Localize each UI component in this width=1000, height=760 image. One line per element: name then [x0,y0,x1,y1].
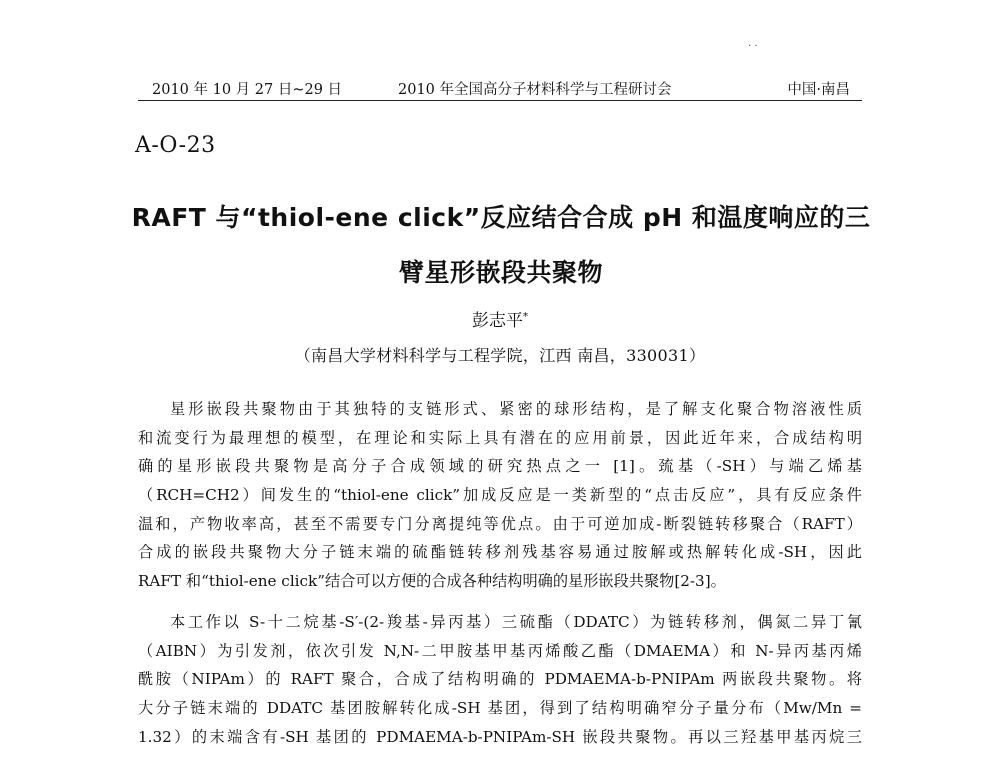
affiliation: （南昌大学材料科学与工程学院，江西 南昌，330031） [294,346,706,365]
paragraph-2 [138,608,862,751]
author-name: 彭志平 [472,311,523,331]
title-line-2: 臂星形嵌段共聚物 [398,258,603,287]
paragraph-line: 和流变行为最理想的模型，在理论和实际上具有潜在的应用前景，因此近年来，合成结构明 [138,428,862,447]
header-date: 2010 年 10 月 27 日~29 日 [152,82,343,98]
paper-title [130,190,872,300]
paragraph-line: 大分子链末端的 DDATC 基团胺解转化成-SH 基团，得到了结构明确窄分子量分布（Mw/Mn = [138,699,862,718]
corresponding-mark: * [523,311,528,323]
paragraph-line: 确的星形嵌段共聚物是高分子合成领域的研究热点之一 [1]。巯基（-SH）与端乙烯基 [138,457,862,476]
paragraph-line: （AIBN）为引发剂，依次引发 N,N-二甲胺基甲基丙烯酸乙酯（DMAEMA）和 N-异丙基丙烯 [138,641,862,660]
paragraph-line: 星形嵌段共聚物由于其独特的支链形式、紧密的球形结构，是了解支化聚合物溶液性质 [170,400,862,418]
paragraph-line: 温和，产物收率高，甚至不需要专门分离提纯等优点。由于可逆加成-断裂链转移聚合（RAFT） [138,514,862,533]
paragraph-line: （RCH=CH2）间发生的“thiol-ene click”加成反应是一类新型的“点击反应”，具有反应条件 [138,486,862,505]
paragraph-1 [138,395,862,596]
title-line-1: RAFT 与“thiol-ene click”反应结合合成 pH 和温度响应的三 [131,203,871,232]
paragraph-line: RAFT 和“thiol-ene click”结合可以方便的合成各种结构明确的星形嵌段共聚物[2-3]。 [138,572,726,591]
author [0,306,1000,331]
header-conference: 2010 年全国高分子材料科学与工程研讨会 [398,82,672,98]
scan-speck: . . [748,38,758,49]
paragraph-line: 本工作以 S-十二烷基-S′-(2-羧基-异丙基）三硫酯（DDATC）为链转移剂，偶氮二异丁氰 [170,613,862,631]
paragraph-line: 1.32）的末端含有-SH 基团的 PDMAEMA-b-PNIPAm-SH 嵌段共聚物。再以三羟基甲基丙烷三 [138,727,862,746]
running-header [138,74,862,101]
paper-code: A-O-23 [135,133,216,158]
paragraph-line: 合成的嵌段共聚物大分子链末端的硫酯链转移剂残基容易通过胺解或热解转化成-SH，因此 [138,543,862,562]
paragraph-line: 酰胺（NIPAm）的 RAFT 聚合，合成了结构明确的 PDMAEMA-b-PNIPAm 两嵌段共聚物。将 [138,670,862,689]
header-location: 中国·南昌 [787,82,850,98]
